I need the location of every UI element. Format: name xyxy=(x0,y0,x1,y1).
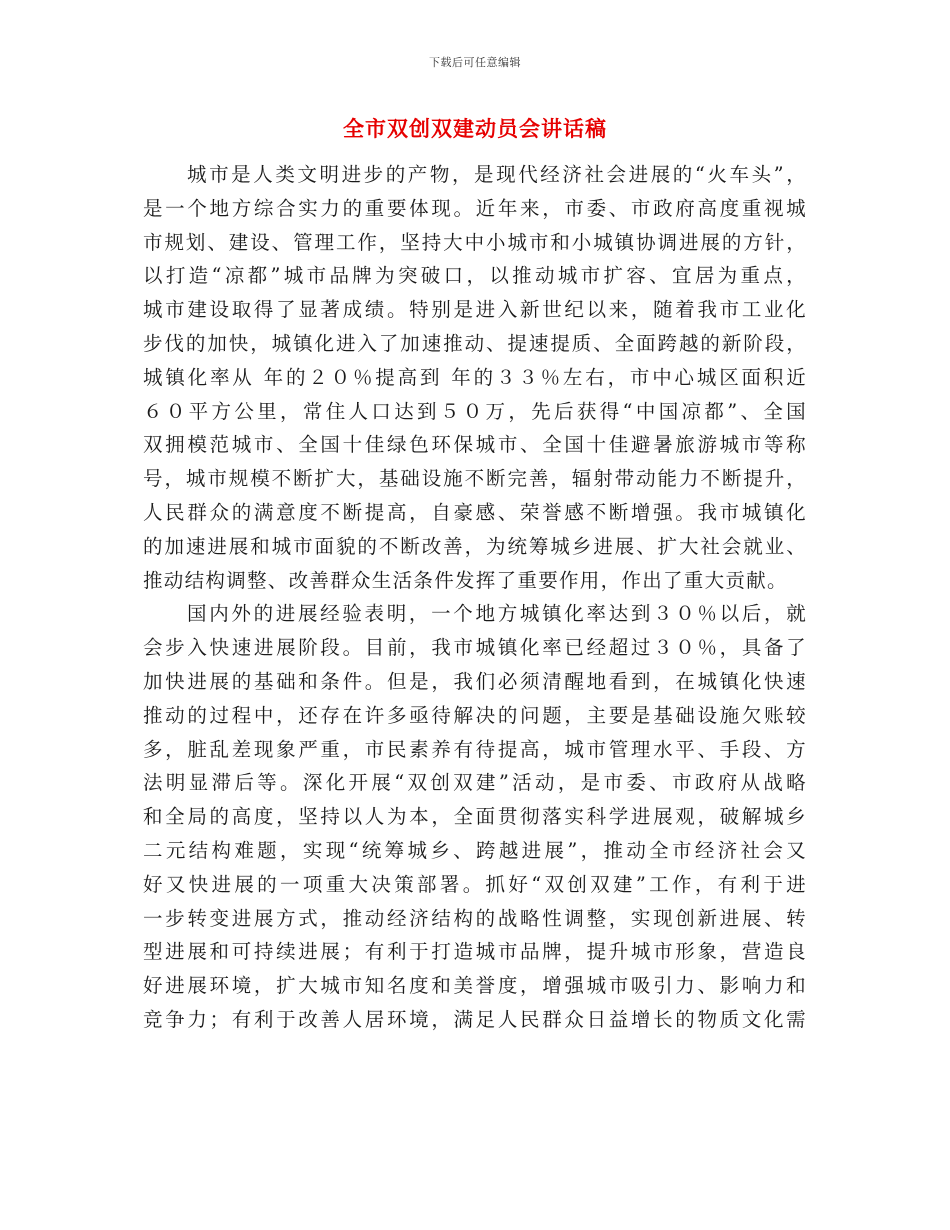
body-line: 二元结构难题，实现“统筹城乡、跨越进展”，推动全市经济社会又 xyxy=(143,838,807,862)
body-line: 型进展和可持续进展；有利于打造城市品牌，提升城市形象，营造良 xyxy=(143,940,807,964)
document-body xyxy=(143,158,807,1037)
body-line: 好又快进展的一项重大决策部署。抓好“双创双建”工作，有利于进 xyxy=(143,872,807,896)
body-line: 竞争力；有利于改善人居环境，满足人民群众日益增长的物质文化需 xyxy=(143,1007,807,1031)
body-line: 会步入快速进展阶段。目前，我市城镇化率已经超过３０％，具备了 xyxy=(143,636,807,660)
body-line: 号，城市规模不断扩大，基础设施不断完善，辐射带动能力不断提升， xyxy=(143,467,807,491)
body-line: 加快进展的基础和条件。但是，我们必须清醒地看到，在城镇化快速 xyxy=(143,669,807,693)
body-line: 双拥模范城市、全国十佳绿色环保城市、全国十佳避暑旅游城市等称 xyxy=(143,433,807,457)
body-line: 是一个地方综合实力的重要体现。近年来，市委、市政府高度重视城 xyxy=(143,196,807,220)
body-line: 市规划、建设、管理工作，坚持大中小城市和小城镇协调进展的方针， xyxy=(143,230,807,254)
body-line: 法明显滞后等。深化开展“双创双建”活动，是市委、市政府从战略 xyxy=(143,771,807,795)
body-line: 推动的过程中，还存在许多亟待解决的问题，主要是基础设施欠账较 xyxy=(143,703,807,727)
body-line: 城市建设取得了显著成绩。特别是进入新世纪以来，随着我市工业化 xyxy=(143,298,807,322)
body-line: 以打造“凉都”城市品牌为突破口，以推动城市扩容、宜居为重点， xyxy=(143,264,807,288)
body-line: 人民群众的满意度不断提高，自豪感、荣誉感不断增强。我市城镇化 xyxy=(143,500,807,524)
body-line: 多，脏乱差现象严重，市民素养有待提高，城市管理水平、手段、方 xyxy=(143,737,807,761)
body-line: 城镇化率从 年的２０％提高到 年的３３％左右，市中心城区面积近 xyxy=(143,365,807,389)
document-title: 全市双创双建动员会讲话稿 xyxy=(343,116,607,141)
body-line: ６０平方公里，常住人口达到５０万，先后获得“中国凉都”、全国 xyxy=(143,399,807,423)
body-line: 和全局的高度，坚持以人为本，全面贯彻落实科学进展观，破解城乡 xyxy=(143,805,807,829)
body-line: 好进展环境，扩大城市知名度和美誉度，增强城市吸引力、影响力和 xyxy=(143,974,807,998)
header-note: 下载后可任意编辑 xyxy=(429,56,521,69)
body-line: 国内外的进展经验表明，一个地方城镇化率达到３０％以后，就 xyxy=(187,602,807,626)
body-line: 的加速进展和城市面貌的不断改善，为统筹城乡进展、扩大社会就业、 xyxy=(143,534,807,558)
body-line: 城市是人类文明进步的产物，是现代经济社会进展的“火车头”， xyxy=(187,163,807,186)
body-line: 步伐的加快，城镇化进入了加速推动、提速提质、全面跨越的新阶段， xyxy=(143,331,807,355)
body-line: 一步转变进展方式，推动经济结构的战略性调整，实现创新进展、转 xyxy=(143,906,807,930)
body-line: 推动结构调整、改善群众生活条件发挥了重要作用，作出了重大贡献。 xyxy=(143,568,788,592)
